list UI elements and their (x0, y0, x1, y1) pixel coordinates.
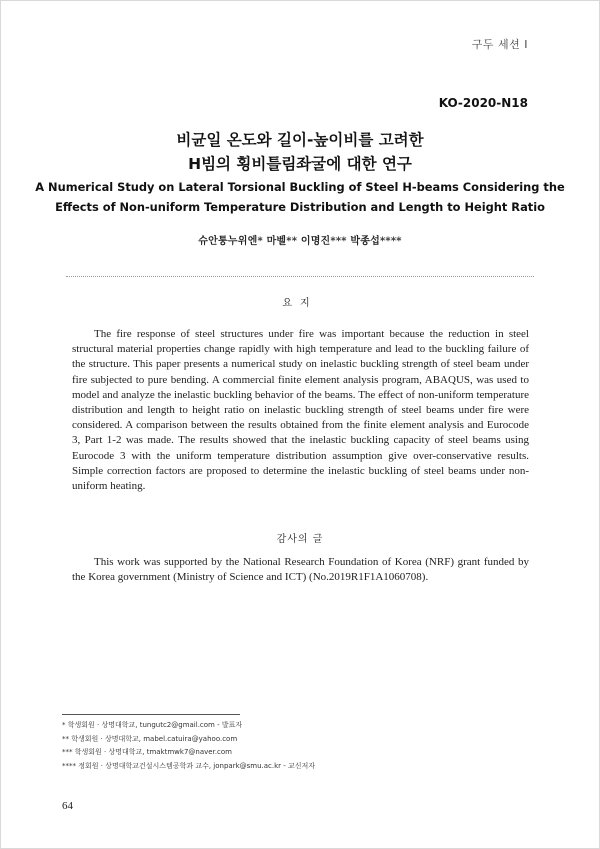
author-list: 슈안퉁누위엔* 마벨** 이명진*** 박종섭**** (198, 236, 402, 247)
abstract-body: The fire response of steel structures under fire was important because the reduction in steel structural material properties change rapidly with high temperature and lead to the buckling failure of the structure. This paper presents a numerical study on inelastic buckling strength of steel beam under fire subjected to pure bending. A commercial finite element analysis program, ABAQUS, was used to model and analyze the inelastic buckling behavior of the beams. The effect of non-uniform temperature distribution and length to height ratio on inelastic buckling strength of steel beams under fire were considered. A comparison between the results obtained from the finite element analysis and Eurocode 3, Part 1-2 was made. The results showed that the inelastic buckling capacity of steel beams using Eurocode 3 with the uniform temperature distribution assumption give over-conservative results. Simple correction factors are proposed to determine the inelastic buckling of steel beams under non-uniform heating. (72, 328, 529, 493)
footnote-divider (62, 714, 240, 715)
footnote-author-2: ** 학생회원 · 상명대학교, mabel.catuira@yahoo.com (62, 734, 238, 743)
section-divider (66, 276, 534, 277)
korean-title-line-2: H빔의 횡비틀림좌굴에 대한 연구 (188, 155, 412, 173)
english-title-line-1: A Numerical Study on Lateral Torsional Buckling of Steel H-beams Considering the (35, 180, 565, 194)
english-title-line-2: Effects of Non-uniform Temperature Distribution and Length to Height Ratio (55, 200, 545, 214)
abstract-heading: 요지 (282, 298, 318, 309)
footnote-corresponding-author: **** 정회원 · 상명대학교건설시스템공학과 교수, jonpark@smu.ac.kr - 교신저자 (62, 761, 316, 770)
footnotes (62, 719, 315, 773)
footnote-presenter: * 학생회원 · 상명대학교, tungutc2@gmail.com - 발표자 (62, 721, 243, 729)
page-number: 64 (62, 800, 73, 812)
acknowledgement-heading: 감사의 글 (276, 534, 324, 545)
paper-id: KO-2020-N18 (438, 96, 528, 110)
session-header: 구두 세션 Ⅰ (471, 38, 528, 51)
korean-title-line-1: 비균일 온도와 길이-높이비를 고려한 (176, 131, 424, 149)
footnote-author-3: *** 학생회원 · 상명대학교, tmaktmwk7@naver.com (62, 748, 232, 756)
acknowledgement-body: This work was supported by the National Research Foundation of Korea (NRF) grant funded by the Korea government (Ministry of Science and ICT) (No.2019R1F1A1060708). (72, 556, 529, 584)
